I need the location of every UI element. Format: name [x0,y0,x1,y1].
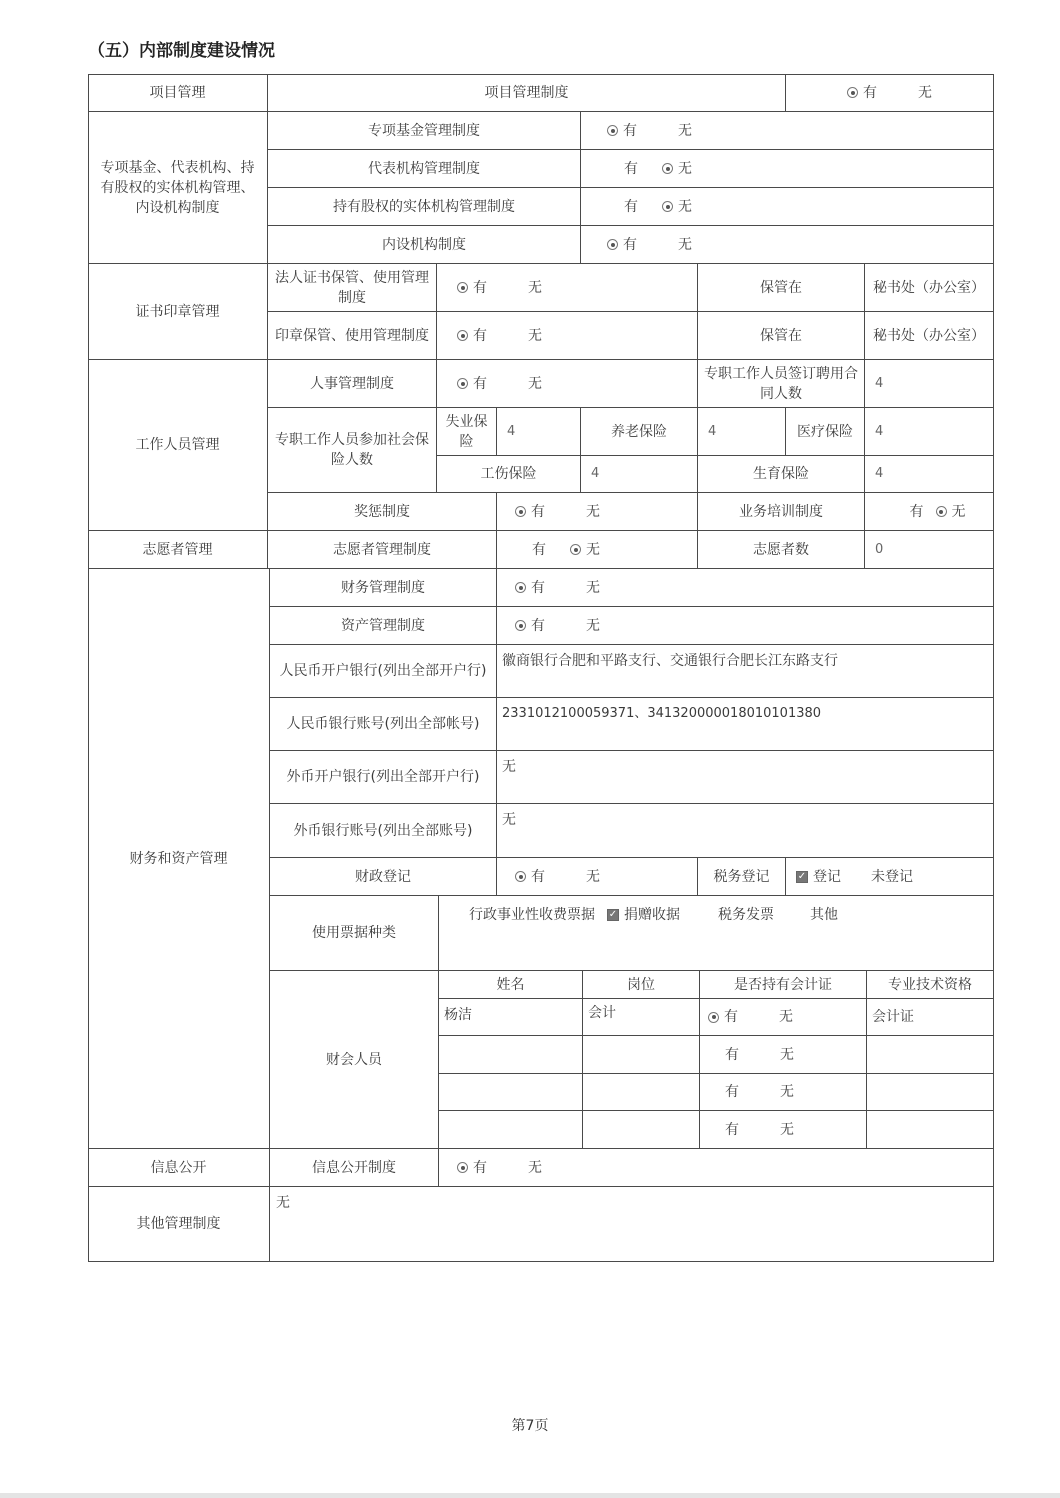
radio-selected-icon[interactable] [607,125,618,136]
option-no: 无 [918,84,932,101]
seal-item-2-kept-label: 保管在 [698,312,865,360]
volunteer-system-options: 有 无 [497,531,698,569]
staff-category: 工作人员管理 [88,360,268,531]
radio-selected-icon[interactable] [847,87,858,98]
seal-item-1: 法人证书保管、使用管理制度 [268,264,437,312]
project-category: 项目管理 [88,74,268,112]
accountants-label: 财会人员 [270,971,439,1149]
acct-header-post: 岗位 [583,971,700,999]
acct-header-qual: 专业技术资格 [867,971,994,999]
radio-selected-icon[interactable] [457,1162,468,1173]
pension-label: 养老保险 [581,408,698,456]
radio-selected-icon[interactable] [662,201,673,212]
project-system-label: 项目管理制度 [268,74,786,112]
finance-category: 财务和资产管理 [88,569,270,1149]
volunteer-category: 志愿者管理 [88,531,268,569]
fx-account-label: 外币银行账号(列出全部账号) [270,804,497,858]
radio-selected-icon[interactable] [708,1012,719,1023]
volunteer-count: 0 [865,531,994,569]
entity-category: 专项基金、代表机构、持有股权的实体机构管理、内设机构制度 [88,112,268,264]
insurance-label: 专职工作人员参加社会保险人数 [268,408,437,493]
seal-item-2: 印章保管、使用管理制度 [268,312,437,360]
reward-label: 奖惩制度 [268,493,497,531]
project-system-options [786,74,994,112]
seal-item-1-options: 有 无 [437,264,698,312]
unemployment-label: 失业保险 [437,408,497,456]
seal-item-1-kept-label: 保管在 [698,264,865,312]
injury-count: 4 [581,456,698,493]
entity-item-2: 代表机构管理制度 [268,150,581,188]
radio-selected-icon[interactable] [457,378,468,389]
unemployment-count: 4 [497,408,581,456]
radio-selected-icon[interactable] [515,871,526,882]
contract-count: 4 [865,360,994,408]
seal-item-2-kept-value: 秘书处（办公室） [865,312,994,360]
entity-item-3: 持有股权的实体机构管理制度 [268,188,581,226]
radio-selected-icon[interactable] [662,163,673,174]
fiscal-reg-options: 有 无 [497,858,698,896]
checkbox-checked-icon[interactable]: ✓ [608,909,618,920]
pension-count: 4 [698,408,786,456]
table-row-qual [867,1111,994,1149]
option-yes: 有 [863,84,877,101]
seal-item-1-kept-value: 秘书处（办公室） [865,264,994,312]
acct-header-cert: 是否持有会计证 [700,971,867,999]
table-row-name [439,1074,583,1111]
rmb-bank-value: 徽商银行合肥和平路支行、交通银行合肥长江东路支行 [497,645,994,698]
finance-system-label: 财务管理制度 [270,569,497,607]
fx-bank-label: 外币开户银行(列出全部开户行) [270,751,497,804]
entity-item-1-options: 有 无 [581,112,994,150]
receipts-label: 使用票据种类 [270,896,439,971]
table-row-cert: 有 无 [700,1074,867,1111]
table-row-name: 杨洁 [439,999,583,1036]
maternity-label: 生育保险 [698,456,865,493]
radio-selected-icon[interactable] [515,506,526,517]
checkbox-checked-icon[interactable]: ✓ [797,870,807,882]
acct-header-name: 姓名 [439,971,583,999]
asset-system-options: 有 无 [497,607,994,645]
fx-account-value: 无 [497,804,994,858]
radio-selected-icon[interactable] [457,330,468,341]
rmb-account-value: 2331012100059371、341320000018010101380 [497,698,994,751]
fiscal-reg-label: 财政登记 [270,858,497,896]
rmb-bank-label: 人民币开户银行(列出全部开户行) [270,645,497,698]
rmb-account-label: 人民币银行账号(列出全部帐号) [270,698,497,751]
seal-item-2-options: 有 无 [437,312,698,360]
reward-options: 有 无 [497,493,698,531]
maternity-count: 4 [865,456,994,493]
table-row-qual [867,1036,994,1074]
radio-selected-icon[interactable] [607,239,618,250]
receipts-options: 行政事业性收费票据 ✓ 捐赠收据 税务发票 其他 [439,896,994,971]
table-row-post [583,1111,700,1149]
table-row-name [439,1036,583,1074]
volunteer-count-label: 志愿者数 [698,531,865,569]
radio-selected-icon[interactable] [936,506,947,517]
hr-system-label: 人事管理制度 [268,360,437,408]
table-row-cert: 有 无 [700,999,867,1036]
volunteer-system-label: 志愿者管理制度 [268,531,497,569]
disclosure-system-options: 有 无 [439,1149,994,1187]
table-row-name [439,1111,583,1149]
disclosure-category: 信息公开 [88,1149,270,1187]
asset-system-label: 资产管理制度 [270,607,497,645]
table-row-qual [867,1074,994,1111]
tax-reg-label: 税务登记 [698,858,786,896]
table-row-cert: 有 无 [700,1036,867,1074]
injury-label: 工伤保险 [437,456,581,493]
seal-category: 证书印章管理 [88,264,268,360]
entity-item-4: 内设机构制度 [268,226,581,264]
disclosure-system-label: 信息公开制度 [270,1149,439,1187]
radio-selected-icon[interactable] [515,582,526,593]
fx-bank-value: 无 [497,751,994,804]
table-row-post [583,1036,700,1074]
entity-item-2-options: 有 无 [581,150,994,188]
other-category: 其他管理制度 [88,1187,270,1262]
training-options: 有 无 [865,493,994,531]
finance-system-options: 有 无 [497,569,994,607]
contract-count-label: 专职工作人员签订聘用合同人数 [698,360,865,408]
table-row-post [583,1074,700,1111]
medical-label: 医疗保险 [786,408,865,456]
internal-system-table [88,74,994,1262]
radio-selected-icon[interactable] [515,620,526,631]
table-row-post: 会计 [583,999,700,1036]
page-number: 第7页 [511,1418,549,1434]
entity-item-3-options: 有 无 [581,188,994,226]
entity-item-1: 专项基金管理制度 [268,112,581,150]
training-label: 业务培训制度 [698,493,865,531]
tax-reg-options: ✓ 登记 未登记 [786,858,994,896]
hr-system-options: 有 无 [437,360,698,408]
radio-selected-icon[interactable] [570,544,581,555]
bottom-scan-edge [0,1493,1060,1498]
radio-selected-icon[interactable] [457,282,468,293]
medical-count: 4 [865,408,994,456]
table-row-cert: 有 无 [700,1111,867,1149]
other-value: 无 [270,1187,994,1262]
entity-item-4-options: 有 无 [581,226,994,264]
table-row-qual: 会计证 [867,999,994,1036]
section-title: （五）内部制度建设情况 [88,41,275,61]
